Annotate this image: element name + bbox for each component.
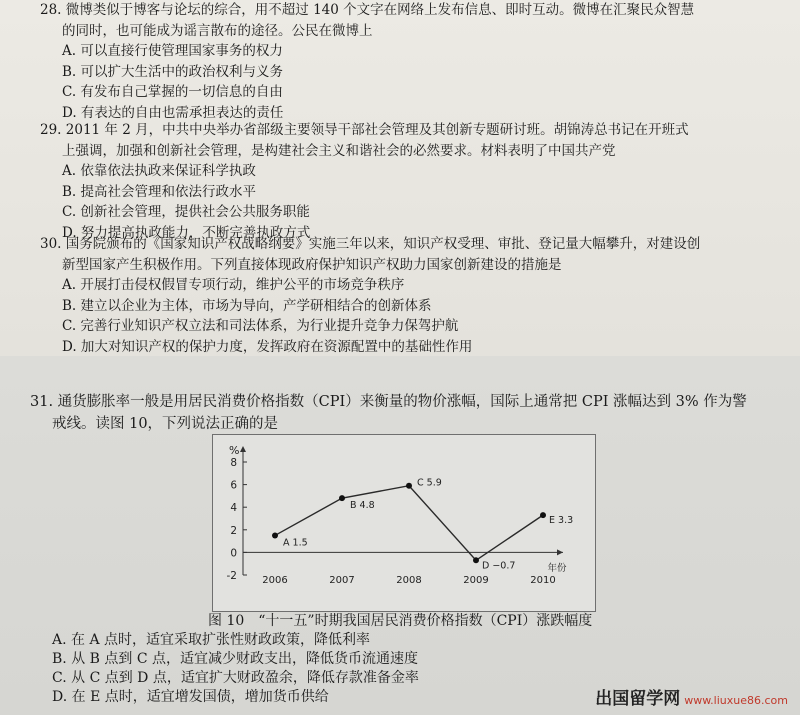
data-point [406,483,412,489]
y-axis-unit: % [229,444,240,457]
data-label: A 1.5 [283,537,308,549]
question-stem: 微博类似于博客与论坛的综合，用不超过 140 个文字在网络上发布信息、即时互动。微博在汇聚民众智慧 [65,2,695,18]
data-label: C 5.9 [417,477,442,489]
x-tick-label: 2006 [262,575,288,586]
option-b: B. 建立以企业为主体，市场为导向，产学研相结合的创新体系 [62,297,432,314]
question-number: 29. [40,122,62,138]
option-d: D. 在 E 点时，适宜增发国债，增加货币供给 [52,689,329,705]
option-b: B. 从 B 点到 C 点，适宜减少财政支出，降低货币流通速度 [52,651,418,667]
question-stem-continued: 新型国家产生积极作用。下列直接体现政府保护知识产权助力国家创新建设的措施是 [62,256,562,273]
x-tick-label: 2007 [329,575,355,586]
option-b: B. 提高社会管理和依法行政水平 [62,183,257,200]
y-tick-label: 0 [230,547,237,560]
data-label: D −0.7 [482,560,516,572]
cpi-chart [212,434,596,612]
question-number: 30. [40,236,62,252]
data-point [473,557,479,563]
question-number: 28. [40,2,62,18]
x-axis-arrow [557,549,563,555]
option-a: A. 依靠依法执政来保证科学执政 [62,163,256,179]
question-28 [40,0,694,123]
y-tick-label: -2 [226,570,237,582]
x-tick-label: 2008 [396,575,422,586]
figure-caption: 图 10 “十一五”时期我国居民消费价格指数（CPI）涨跌幅度 [208,613,593,629]
y-tick-label: 2 [230,524,237,537]
data-label: E 3.3 [549,515,574,527]
option-c: C. 有发布自己掌握的一切信息的自由 [62,84,283,100]
question-stem: 31. 通货膨胀率一般是用居民消费价格指数（CPI）来衡量的物价涨幅，国际上通常把 CPI 涨幅达到 3% 作为警 [30,394,747,410]
cpi-chart-svg [213,435,595,611]
option-d: D. 有表达的自由也需承担表达的责任 [62,104,284,121]
option-a: A. 开展打击侵权假冒专项行动，维护公平的市场竞争秩序 [62,277,405,293]
question-31-options [52,631,419,707]
data-point [339,495,345,501]
question-stem-continued: 的同时，也可能成为谣言散布的途径。公民在微博上 [62,22,373,39]
question-31 [30,391,747,435]
data-point [540,512,546,518]
site-watermark [595,684,788,709]
option-a: A. 在 A 点时，适宜采取扩张性财政政策，降低利率 [52,632,371,648]
question-stem: 国务院颁布的《国家知识产权战略纲要》实施三年以来，知识产权受理、审批、登记量大幅攀升，对建设创 [65,236,701,252]
data-label: B 4.8 [350,500,375,512]
watermark-text: 出国留学网 [595,689,681,709]
question-stem: 2011 年 2 月，中共中央举办省部级主要领导干部社会管理及其创新专题研讨班。胡锦涛总书记在开班式 [65,122,689,138]
x-tick-label: 2010 [530,575,556,586]
question-29 [40,120,689,243]
option-d: D. 加大对知识产权的保护力度，发挥政府在资源配置中的基础性作用 [62,338,473,355]
option-c: C. 从 C 点到 D 点，适宜扩大财政盈余，降低存款准备金率 [52,670,419,686]
question-stem-continued: 上强调，加强和创新社会管理，是构建社会主义和谐社会的必然要求。材料表明了中国共产党 [62,142,616,159]
option-a: A. 可以直接行使管理国家事务的权力 [62,43,283,59]
y-tick-label: 8 [230,457,237,469]
watermark-url: www.liuxue86.com [684,694,788,707]
option-d: D. 努力提高执政能力，不断完善执政方式 [62,224,311,241]
option-b: B. 可以扩大生活中的政治权利与义务 [62,63,284,80]
x-tick-label: 2009 [463,575,489,586]
y-tick-label: 4 [230,502,237,515]
y-tick-label: 6 [230,479,237,492]
x-axis-label: 年份 [547,563,567,574]
question-stem-continued: 戒线。读图 10，下列说法正确的是 [52,416,279,432]
y-axis-arrow [240,446,246,452]
option-c: C. 完善行业知识产权立法和司法体系，为行业提升竞争力保驾护航 [62,318,459,334]
data-point [272,532,278,538]
question-30 [40,234,700,357]
option-c: C. 创新社会管理，提供社会公共服务职能 [62,204,310,220]
series-line [275,486,543,561]
